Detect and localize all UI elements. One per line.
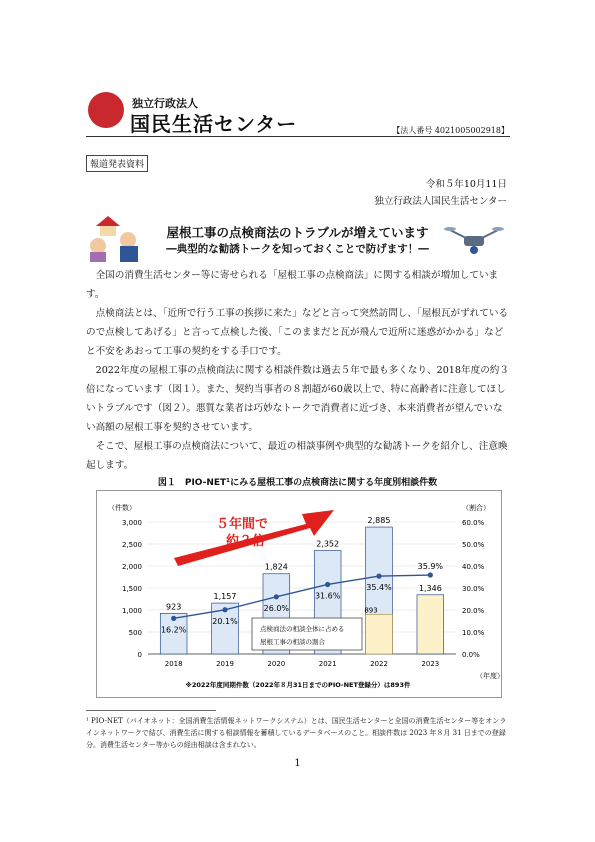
y-tick-label: 500 (128, 629, 142, 637)
x-axis-unit: （年度） (476, 672, 504, 680)
y2-tick-label: 0.0% (462, 651, 480, 659)
release-date: 令和５年10月11日 (425, 179, 507, 190)
paragraph-1: 全国の消費生活センター等に寄せられる「屋根工事の点検商法」に関する相談が増加しています。 (86, 270, 499, 300)
ratio-label: 31.6% (314, 591, 341, 601)
logo-icon (88, 92, 124, 128)
x-tick-label: 2022 (370, 660, 388, 668)
paragraph-2: 点検商法とは、「近所で行う工事の挨拶に来た」などと言って突然訪問し、「屋根瓦がずれているので点検してあげる」と言って点検した後、「このままだと瓦が飛んで近所に迷惑がかかる」などと不安をあおって工事の契約をする手口です。 (86, 308, 509, 357)
x-tick-label: 2021 (318, 660, 337, 668)
footnote-rule (86, 710, 216, 711)
organization: 独立行政法人国民生活センター (374, 196, 507, 207)
header-rule (86, 136, 510, 137)
y2-tick-label: 40.0% (462, 563, 485, 571)
arrow-text-2: 約３倍 (226, 534, 266, 549)
y2-tick-label: 10.0% (462, 629, 485, 637)
corp-number: 【法人番号 4021005002918】 (392, 126, 509, 135)
bar (417, 595, 444, 654)
ratio-label: 35.9% (417, 562, 444, 572)
page-subtitle: ―典型的な勧誘トークを知っておくことで防げます！― (166, 243, 429, 255)
body-text (86, 266, 510, 475)
paragraph-4: そこで、屋根工事の点検商法について、最近の相談事例や典型的な勧誘トークを紹介し、注意喚起します。 (86, 441, 508, 471)
bar-value-label: 1,157 (213, 592, 237, 602)
bar-value-label: 2,885 (367, 516, 391, 526)
bar-value-label: 1,824 (264, 562, 288, 572)
y-tick-label: 1,000 (121, 607, 142, 615)
ratio-point (274, 594, 279, 599)
logo-line1: 独立行政法人 (132, 97, 198, 110)
y2-tick-label: 60.0% (462, 519, 485, 527)
y-tick-label: 3,000 (121, 519, 142, 527)
figure-title: 図１ PIO-NET¹にみる屋根工事の点検商法に関する年度別相談件数 (157, 478, 438, 488)
bar-same-period (366, 615, 393, 654)
bar-value-label: 1,346 (418, 583, 442, 593)
logo-line2: 国民生活センター (130, 112, 298, 136)
x-tick-label: 2019 (216, 660, 234, 668)
ratio-point (376, 574, 381, 579)
paragraph-3: 2022年度の屋根工事の点検商法に関する相談件数は過去５年で最も多くなり、2018年度の約３倍になっています（図１）。また、契約当事者の８割超が60歳以上で、特に高齢者に注意してほしいトラブルです（図２）。悪質な業者は巧妙なトークで消費者に近づき、本来消費者が望んでいない高額の屋根工事を契約させています。 (86, 365, 509, 433)
y2-tick-label: 50.0% (462, 541, 485, 549)
page-title: 屋根工事の点検商法のトラブルが増えています (166, 225, 429, 240)
x-tick-label: 2018 (164, 660, 183, 668)
y-axis-unit: （件数） (108, 504, 136, 512)
press-label: 報道発表資料 (86, 155, 148, 172)
ratio-point (428, 572, 433, 577)
y2-tick-label: 30.0% (462, 585, 485, 593)
ratio-label: 35.4% (366, 583, 392, 593)
footnote: ¹ PIO-NET（パイオネット：全国消費生活情報ネットワークシステム）とは、国民生活センターと全国の消費生活センター等をオンラインネットワークで結び、消費生活に関する相談情報を蓄積しているデータベースのこと。相談件数は 2023 年８月 31 日までの登録分。消費生活センター等からの経由相談は含まれない。 (86, 717, 507, 749)
x-tick-label: 2023 (421, 660, 440, 668)
ratio-label: 26.0% (263, 603, 290, 613)
y2-tick-label: 20.0% (462, 607, 485, 615)
arrow-text-1: ５年間で (216, 517, 269, 532)
legend-line1: 点検商法の相談全体に占める (260, 625, 345, 633)
ratio-point (222, 607, 227, 612)
y-tick-label: 0 (137, 651, 142, 659)
ratio-label: 20.1% (212, 616, 238, 626)
legend-line2: 屋根工事の相談の割合 (260, 638, 325, 646)
bar-value-label: 923 (166, 602, 182, 612)
ratio-point (171, 616, 176, 621)
x-tick-label: 2020 (267, 660, 286, 668)
y-tick-label: 2,000 (121, 563, 142, 571)
chart (96, 490, 504, 696)
ratio-point (325, 582, 330, 587)
ratio-label: 16.2% (160, 625, 187, 635)
y-tick-label: 1,500 (121, 585, 142, 593)
bar-value-label: 2,352 (316, 539, 340, 549)
y-tick-label: 2,500 (121, 541, 142, 549)
y2-axis-unit: （割合） (462, 504, 490, 512)
page-number: 1 (294, 758, 301, 769)
chart-note: ※2022年度同期件数（2022年８月31日までのPIO-NET登録分）は893件 (185, 681, 411, 689)
bar-same-period-label: 893 (364, 606, 378, 615)
